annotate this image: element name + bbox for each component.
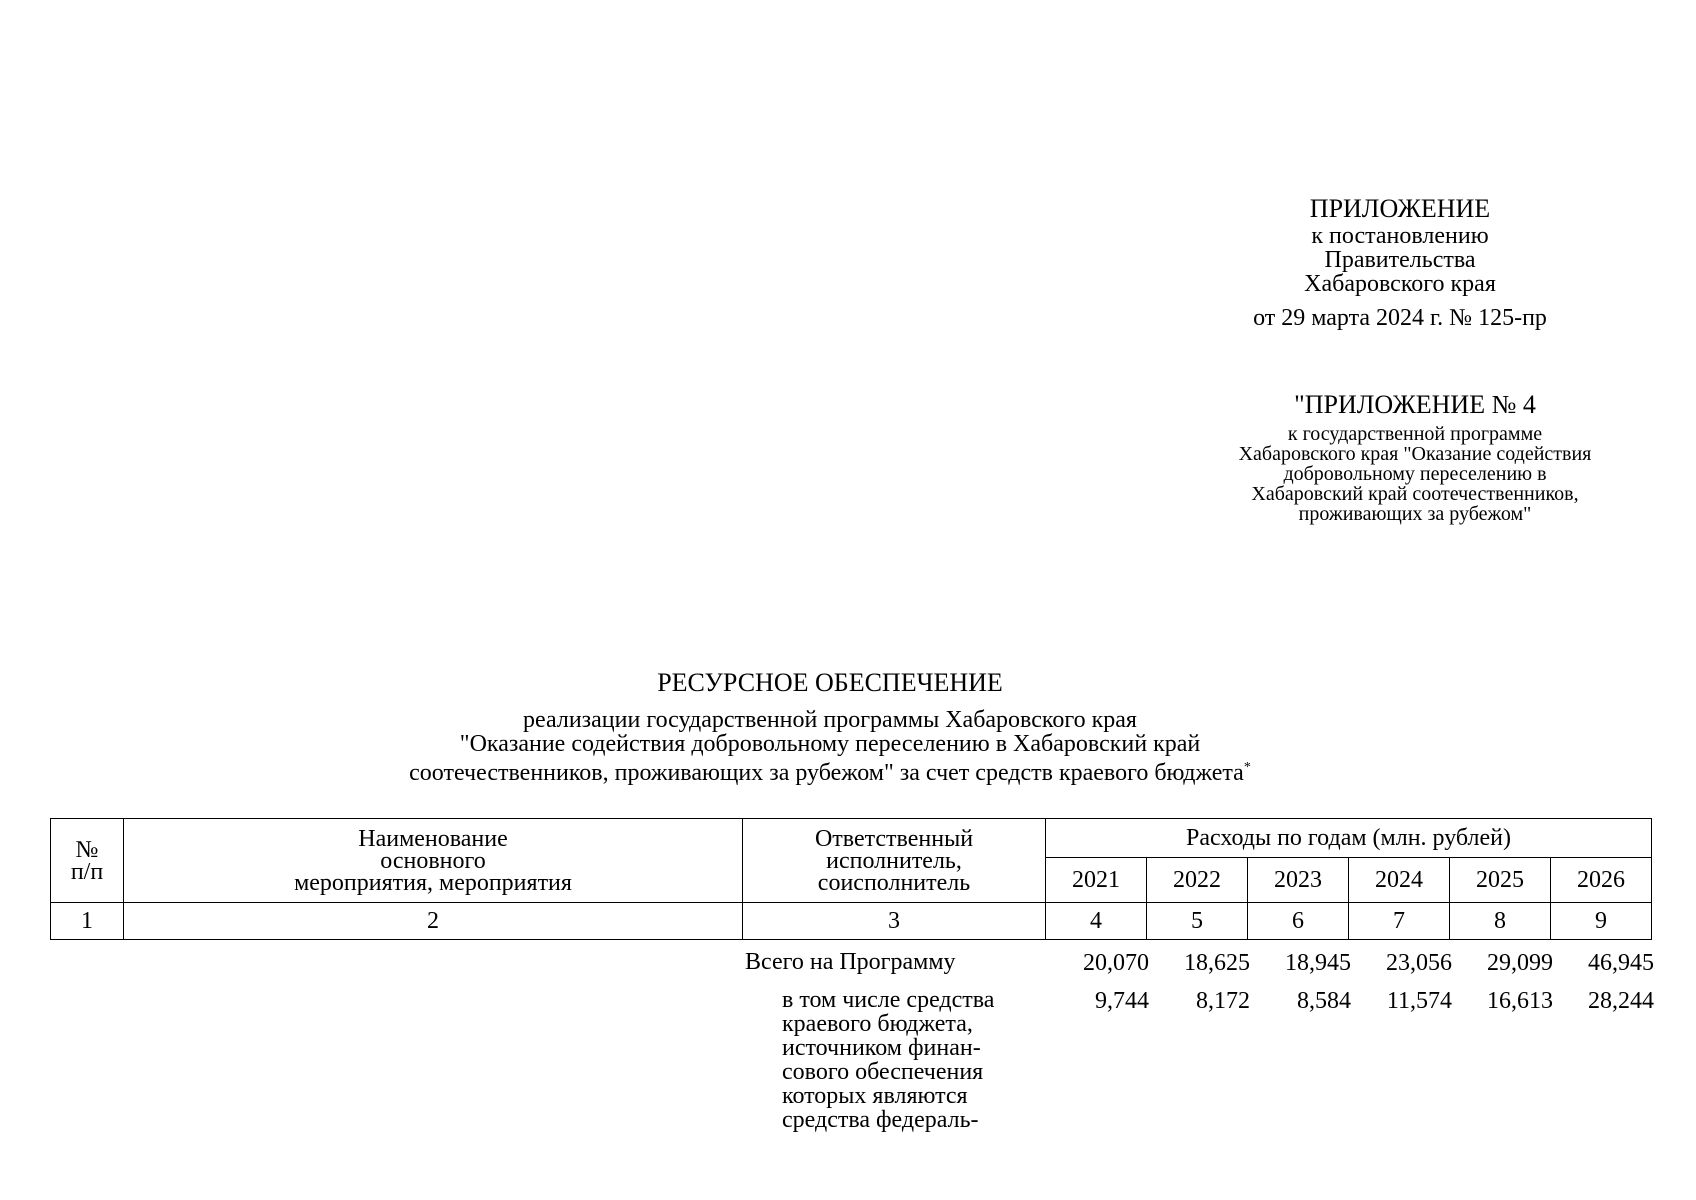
subtotal-value: 8,584: [1297, 988, 1351, 1014]
appendix4-line: Хабаровский край соотечественников,: [1251, 483, 1579, 505]
total-value: 18,625: [1184, 950, 1250, 976]
header-cell-number: № п/п: [51, 819, 124, 903]
appendix4-line: Хабаровского края "Оказание содействия: [1238, 443, 1592, 465]
appendix4-line: проживающих за рубежом": [1298, 503, 1532, 525]
total-label: Всего на Программу: [745, 949, 956, 975]
appendix4-line: к государственной программе: [1287, 423, 1543, 445]
header-cell-year: 2023: [1248, 858, 1349, 903]
appendix4-title: "ПРИЛОЖЕНИЕ № 4: [1294, 390, 1536, 419]
total-values: [1048, 950, 1654, 977]
header-cell-executor: Ответственный исполнитель, соисполнитель: [743, 819, 1046, 903]
appendix-header: [1100, 194, 1696, 332]
numbering-cell: 9: [1551, 903, 1652, 940]
document-subtitle-line: реализации государственной программы Хабаровского края: [523, 707, 1137, 733]
subtotal-value: 8,172: [1196, 988, 1250, 1014]
total-value: 29,099: [1487, 950, 1553, 976]
header-cell-name: Наименование основного мероприятия, мероприятия: [124, 819, 743, 903]
header-cell-year: 2024: [1349, 858, 1450, 903]
header-cell-year: 2021: [1046, 858, 1147, 903]
document-title: [300, 668, 1360, 785]
appendix-line: к постановлению: [1311, 223, 1489, 249]
appendix-title: ПРИЛОЖЕНИЕ: [1309, 194, 1491, 223]
document-main-title: РЕСУРСНОЕ ОБЕСПЕЧЕНИЕ: [657, 668, 1003, 697]
numbering-cell: 1: [51, 903, 124, 940]
total-value: 20,070: [1083, 950, 1149, 976]
subtotal-value: 11,574: [1386, 988, 1452, 1014]
appendix-line: Правительства: [1324, 247, 1476, 273]
numbering-cell: 4: [1046, 903, 1147, 940]
appendix4-header: [1090, 390, 1696, 524]
numbering-cell: 3: [743, 903, 1046, 940]
subtotal-value: 9,744: [1095, 988, 1149, 1014]
total-value: 18,945: [1285, 950, 1351, 976]
total-value: 46,945: [1588, 950, 1654, 976]
resources-table-header: [50, 818, 1652, 940]
subtotal-label: в том числе средства краевого бюджета, источником финан- сового обеспечения которых являются средства федераль-: [782, 987, 995, 1133]
appendix-date: от 29 марта 2024 г. № 125-пр: [1253, 305, 1547, 331]
numbering-cell: 5: [1147, 903, 1248, 940]
total-value: 23,056: [1386, 950, 1452, 976]
header-cell-year: 2026: [1551, 858, 1652, 903]
footnote-mark: *: [1243, 760, 1251, 775]
appendix-line: Хабаровского края: [1304, 271, 1496, 297]
appendix4-line: добровольному переселению в: [1283, 463, 1547, 485]
header-cell-expenses: Расходы по годам (млн. рублей): [1046, 819, 1652, 858]
subtotal-value: 28,244: [1588, 988, 1654, 1014]
numbering-cell: 6: [1248, 903, 1349, 940]
header-cell-year: 2025: [1450, 858, 1551, 903]
numbering-cell: 2: [124, 903, 743, 940]
numbering-cell: 8: [1450, 903, 1551, 940]
numbering-cell: 7: [1349, 903, 1450, 940]
subtotal-values: [1048, 988, 1654, 1015]
header-cell-year: 2022: [1147, 858, 1248, 903]
document-subtitle-line: "Оказание содействия добровольному переселению в Хабаровский край: [459, 731, 1201, 757]
document-subtitle-line: соотечественников, проживающих за рубежом" за счет средств краевого бюджета*: [409, 760, 1251, 786]
subtotal-value: 16,613: [1487, 988, 1553, 1014]
